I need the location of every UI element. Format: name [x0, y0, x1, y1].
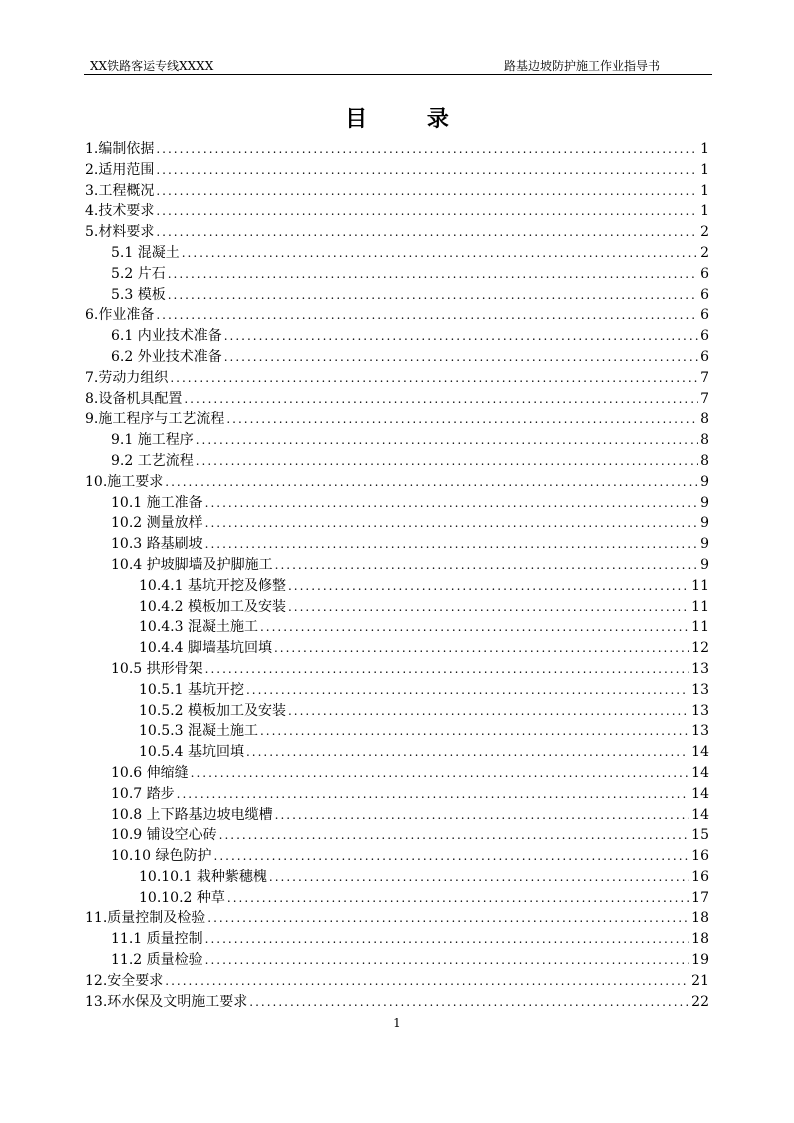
toc-entry-label: 10.7 踏步	[111, 785, 175, 802]
toc-entry-label: 10.4.1 基坑开挖及修整	[139, 577, 286, 594]
toc-entry-label: 5.1 混凝土	[111, 244, 180, 261]
toc-entry[interactable]	[85, 700, 709, 721]
toc-entry-page: 1	[700, 161, 709, 178]
toc-dot-leader	[170, 371, 698, 385]
toc-entry[interactable]	[85, 637, 709, 658]
toc-entry-label: 10.6 伸缩缝	[111, 764, 189, 781]
toc-dot-leader	[288, 704, 689, 718]
toc-dot-leader	[207, 911, 689, 925]
toc-title: 目 录	[345, 106, 475, 132]
toc-dot-leader	[182, 246, 698, 260]
toc-entry-label: 10.3 路基刷坡	[111, 536, 203, 553]
toc-dot-leader	[177, 787, 690, 801]
toc-dot-leader	[205, 516, 698, 530]
toc-entry-label: 11.质量控制及检验	[85, 910, 206, 927]
toc-entry-label: 10.施工要求	[85, 473, 164, 490]
toc-dot-leader	[205, 496, 698, 510]
toc-dot-leader	[156, 184, 698, 198]
toc-dot-leader	[249, 995, 689, 1009]
toc-entry[interactable]	[85, 138, 709, 159]
toc-dot-leader	[226, 412, 698, 426]
toc-entry[interactable]	[85, 824, 709, 845]
toc-dot-leader	[205, 537, 698, 551]
toc-entry-page: 8	[700, 432, 709, 449]
toc-entry-label: 4.技术要求	[85, 203, 155, 220]
page-number: 1	[393, 1016, 401, 1030]
toc-dot-leader	[288, 600, 689, 614]
toc-dot-leader	[274, 641, 689, 655]
toc-entry-page: 14	[691, 806, 709, 823]
toc-entry[interactable]	[85, 658, 709, 679]
page-header	[84, 58, 712, 75]
toc-entry-label: 6.1 内业技术准备	[111, 328, 222, 345]
toc-entry[interactable]	[85, 492, 709, 513]
toc-entry[interactable]	[85, 762, 709, 783]
toc-entry-label: 6.2 外业技术准备	[111, 348, 222, 365]
toc-dot-leader	[260, 724, 689, 738]
table-of-contents	[85, 138, 709, 1011]
toc-dot-leader	[260, 620, 689, 634]
toc-dot-leader	[269, 870, 689, 884]
toc-entry-label: 9.2 工艺流程	[111, 452, 194, 469]
toc-entry[interactable]	[85, 471, 709, 492]
toc-entry-label: 10.5.3 混凝土施工	[139, 723, 258, 740]
toc-entry[interactable]	[85, 679, 709, 700]
toc-dot-leader	[196, 454, 698, 468]
toc-entry-label: 11.2 质量检验	[111, 952, 203, 969]
toc-entry[interactable]	[85, 242, 709, 263]
toc-entry-page: 11	[691, 577, 709, 594]
toc-dot-leader	[288, 579, 689, 593]
header-document-title: 路基边坡防护施工作业指导书	[503, 59, 660, 73]
toc-entry-label: 10.5.1 基坑开挖	[139, 681, 244, 698]
toc-entry-page: 19	[691, 952, 709, 969]
toc-entry-page: 18	[691, 910, 709, 927]
toc-dot-leader	[165, 974, 689, 988]
toc-entry-page: 13	[691, 660, 709, 677]
toc-entry-page: 18	[691, 931, 709, 948]
toc-entry-label: 5.材料要求	[85, 224, 155, 241]
toc-entry-page: 17	[691, 889, 709, 906]
toc-entry-page: 6	[700, 286, 709, 303]
toc-entry-page: 6	[700, 328, 709, 345]
toc-entry-label: 10.2 测量放样	[111, 515, 203, 532]
toc-entry[interactable]	[85, 845, 709, 866]
toc-entry-label: 12.安全要求	[85, 972, 164, 989]
toc-entry-label: 10.5.4 基坑回填	[139, 744, 244, 761]
toc-entry[interactable]	[85, 221, 709, 242]
toc-dot-leader	[275, 808, 690, 822]
toc-entry[interactable]	[85, 949, 709, 970]
toc-entry-page: 6	[700, 307, 709, 324]
toc-dot-leader	[219, 828, 690, 842]
toc-entry-label: 10.5.2 模板加工及安装	[139, 702, 286, 719]
toc-entry-label: 13.环水保及文明施工要求	[85, 993, 248, 1010]
toc-entry-page: 1	[700, 141, 709, 157]
toc-entry-label: 6.作业准备	[85, 307, 155, 324]
toc-entry-page: 7	[700, 390, 709, 407]
toc-entry-page: 13	[691, 723, 709, 740]
toc-entry-page: 9	[700, 494, 709, 511]
toc-entry[interactable]	[85, 907, 709, 928]
toc-entry[interactable]	[85, 554, 709, 575]
toc-dot-leader	[205, 662, 690, 676]
toc-entry[interactable]	[85, 887, 709, 908]
toc-entry-label: 7.劳动力组织	[85, 369, 169, 386]
toc-entry-label: 8.设备机具配置	[85, 390, 183, 407]
toc-entry-page: 7	[700, 369, 709, 386]
toc-dot-leader	[165, 475, 698, 489]
toc-entry-label: 5.2 片石	[111, 265, 166, 282]
toc-entry[interactable]	[85, 616, 709, 637]
toc-entry[interactable]	[85, 991, 709, 1012]
toc-entry[interactable]	[85, 596, 709, 617]
toc-entry-label: 10.4.3 混凝土施工	[139, 619, 258, 636]
toc-entry[interactable]	[85, 512, 709, 533]
toc-entry-label: 10.10.2 种草	[139, 889, 225, 906]
toc-entry-label: 10.4 护坡脚墙及护脚施工	[111, 556, 273, 573]
toc-dot-leader	[168, 288, 698, 302]
toc-dot-leader	[224, 350, 698, 364]
toc-entry[interactable]	[85, 970, 709, 991]
toc-entry[interactable]	[85, 346, 709, 367]
toc-entry-label: 11.1 质量控制	[111, 931, 203, 948]
toc-entry[interactable]	[85, 408, 709, 429]
toc-entry-page: 12	[691, 640, 709, 657]
toc-dot-leader	[224, 329, 698, 343]
header-project-name: XX铁路客运专线XXXX	[90, 59, 214, 73]
toc-dot-leader	[205, 932, 690, 946]
toc-entry-label: 10.1 施工准备	[111, 494, 203, 511]
toc-entry-page: 14	[691, 764, 709, 781]
toc-entry[interactable]	[85, 159, 709, 180]
toc-dot-leader	[156, 204, 698, 218]
toc-dot-leader	[156, 225, 698, 239]
toc-dot-leader	[196, 433, 698, 447]
toc-dot-leader	[246, 683, 689, 697]
toc-entry-page: 8	[700, 411, 709, 428]
toc-dot-leader	[184, 392, 698, 406]
toc-entry-label: 10.4.4 脚墙基坑回填	[139, 640, 272, 657]
toc-entry[interactable]	[85, 284, 709, 305]
toc-entry[interactable]	[85, 783, 709, 804]
toc-entry[interactable]	[85, 928, 709, 949]
toc-entry-page: 11	[691, 619, 709, 636]
toc-entry[interactable]	[85, 720, 709, 741]
toc-entry-page: 14	[691, 785, 709, 802]
toc-entry-page: 6	[700, 265, 709, 282]
toc-entry-page: 16	[691, 868, 709, 885]
toc-entry-page: 22	[691, 993, 709, 1010]
toc-dot-leader	[191, 766, 690, 780]
toc-entry-label: 10.5 拱形骨架	[111, 660, 203, 677]
toc-entry[interactable]	[85, 741, 709, 762]
toc-entry[interactable]	[85, 325, 709, 346]
toc-entry-page: 14	[691, 744, 709, 761]
toc-entry-page: 13	[691, 681, 709, 698]
toc-entry-page: 2	[700, 244, 709, 261]
toc-dot-leader	[156, 308, 698, 322]
toc-entry-label: 2.适用范围	[85, 161, 155, 178]
toc-entry-page: 1	[700, 182, 709, 199]
toc-entry[interactable]	[85, 533, 709, 554]
toc-dot-leader	[246, 745, 689, 759]
toc-dot-leader	[156, 163, 698, 177]
toc-entry-page: 9	[700, 556, 709, 573]
toc-entry[interactable]	[85, 180, 709, 201]
toc-entry-label: 9.1 施工程序	[111, 432, 194, 449]
toc-entry[interactable]	[85, 200, 709, 221]
toc-entry-page: 6	[700, 348, 709, 365]
toc-dot-leader	[227, 891, 689, 905]
toc-entry[interactable]	[85, 450, 709, 471]
toc-entry-page: 1	[700, 203, 709, 220]
toc-entry-page: 15	[691, 827, 709, 844]
toc-entry-label: 9.施工程序与工艺流程	[85, 411, 225, 428]
toc-entry-page: 11	[691, 598, 709, 615]
toc-entry[interactable]	[85, 367, 709, 388]
toc-entry-page: 2	[700, 224, 709, 241]
toc-dot-leader	[214, 849, 690, 863]
toc-entry[interactable]	[85, 304, 709, 325]
toc-entry-page: 8	[700, 452, 709, 469]
toc-entry-label: 10.10.1 栽种紫穗槐	[139, 868, 267, 885]
toc-entry-page: 16	[691, 848, 709, 865]
toc-entry-label: 10.4.2 模板加工及安装	[139, 598, 286, 615]
toc-dot-leader	[168, 267, 698, 281]
toc-entry[interactable]	[85, 388, 709, 409]
toc-dot-leader	[275, 558, 698, 572]
toc-entry-page: 13	[691, 702, 709, 719]
toc-entry-page: 9	[700, 536, 709, 553]
toc-entry-page: 9	[700, 473, 709, 490]
toc-entry-label: 10.10 绿色防护	[111, 848, 212, 865]
toc-entry[interactable]	[85, 804, 709, 825]
toc-dot-leader	[205, 953, 690, 967]
toc-entry-label: 3.工程概况	[85, 182, 155, 199]
toc-entry-label: 5.3 模板	[111, 286, 166, 303]
toc-entry[interactable]	[85, 575, 709, 596]
toc-entry[interactable]	[85, 866, 709, 887]
toc-entry-page: 21	[691, 972, 709, 989]
toc-entry-page: 9	[700, 515, 709, 532]
toc-entry[interactable]	[85, 263, 709, 284]
toc-entry-label: 10.9 铺设空心砖	[111, 827, 217, 844]
toc-entry-label: 1.编制依据	[85, 141, 155, 157]
toc-entry[interactable]	[85, 429, 709, 450]
toc-dot-leader	[156, 142, 698, 156]
toc-entry-label: 10.8 上下路基边坡电缆槽	[111, 806, 273, 823]
